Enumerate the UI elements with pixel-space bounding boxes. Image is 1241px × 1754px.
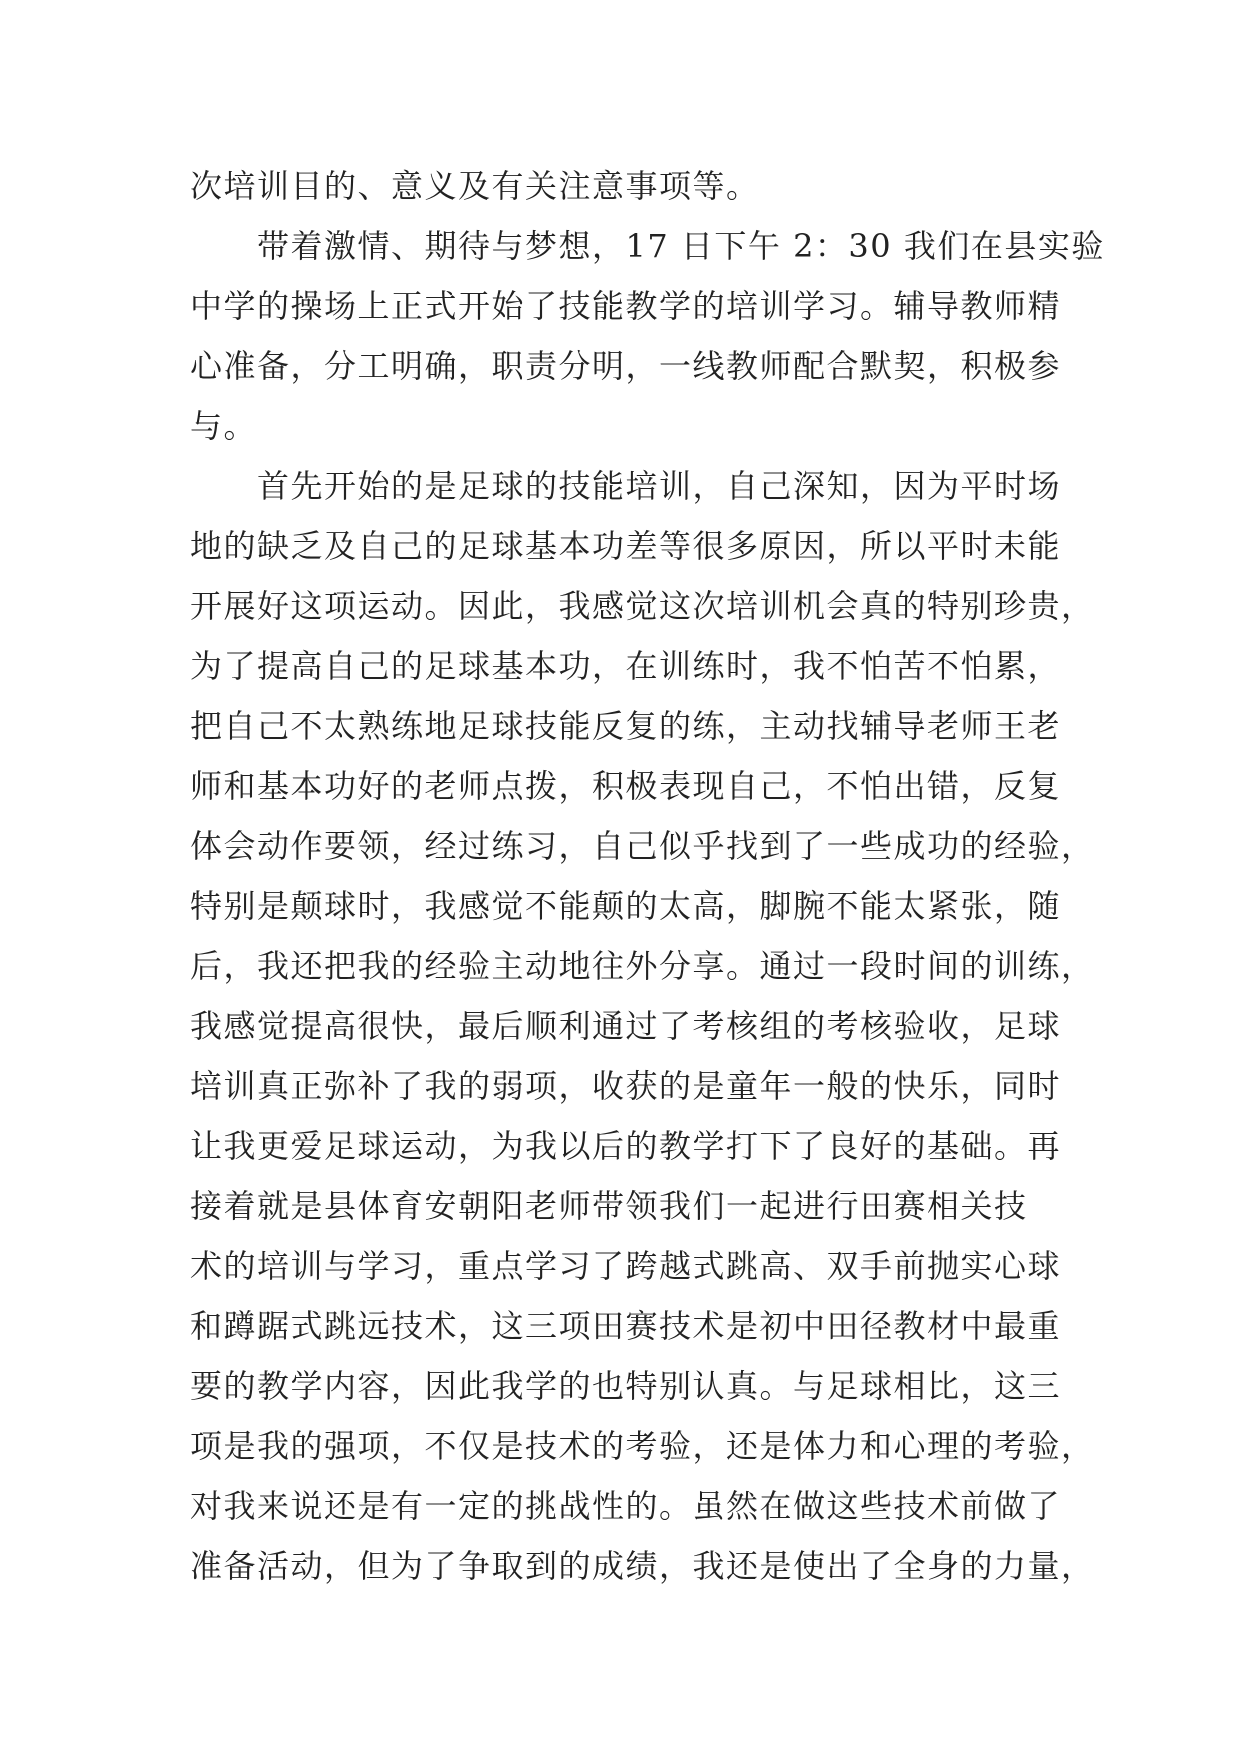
text-line-6: 首先开始的是足球的技能培训，自己深知，因为平时场 <box>190 467 1062 505</box>
text-line-1: 次培训目的、意义及有关注意事项等。 <box>190 167 760 205</box>
text-line-4: 心准备，分工明确，职责分明，一线教师配合默契，积极参 <box>190 347 1062 385</box>
text-line-19: 术的培训与学习，重点学习了跨越式跳高、双手前抛实心球 <box>190 1247 1062 1285</box>
text-line-9: 为了提高自己的足球基本功，在训练时，我不怕苦不怕累， <box>190 647 1062 685</box>
text-line-21: 要的教学内容，因此我学的也特别认真。与足球相比，这三 <box>190 1367 1062 1405</box>
text-line-16: 培训真正弥补了我的弱项，收获的是童年一般的快乐，同时 <box>190 1067 1062 1105</box>
text-line-15: 我感觉提高很快，最后顺利通过了考核组的考核验收，足球 <box>190 1007 1062 1045</box>
text-line-8: 开展好这项运动。因此，我感觉这次培训机会真的特别珍贵， <box>190 587 1095 625</box>
text-line-23: 对我来说还是有一定的挑战性的。虽然在做这些技术前做了 <box>190 1487 1062 1525</box>
text-line-11: 师和基本功好的老师点拨，积极表现自己，不怕出错，反复 <box>190 767 1062 805</box>
text-line-14: 后，我还把我的经验主动地往外分享。通过一段时间的训练， <box>190 947 1095 985</box>
body-text <box>190 156 1105 1596</box>
text-line-5: 与。 <box>190 407 258 445</box>
text-line-7: 地的缺乏及自己的足球基本功差等很多原因，所以平时未能 <box>190 527 1062 565</box>
text-line-20: 和蹲踞式跳远技术，这三项田赛技术是初中田径教材中最重 <box>190 1307 1062 1345</box>
text-line-3: 中学的操场上正式开始了技能教学的培训学习。辅导教师精 <box>190 287 1062 325</box>
text-line-22: 项是我的强项，不仅是技术的考验，还是体力和心理的考验， <box>190 1427 1095 1465</box>
text-line-10: 把自己不太熟练地足球技能反复的练，主动找辅导老师王老 <box>190 707 1062 745</box>
text-line-18: 接着就是县体育安朝阳老师带领我们一起进行田赛相关技 <box>190 1187 1028 1225</box>
text-line-17: 让我更爱足球运动，为我以后的教学打下了良好的基础。再 <box>190 1127 1062 1165</box>
text-line-2: 带着激情、期待与梦想，17 日下午 2：30 我们在县实验 <box>190 227 1105 265</box>
text-line-12: 体会动作要领，经过练习，自己似乎找到了一些成功的经验， <box>190 827 1095 865</box>
text-line-13: 特别是颠球时，我感觉不能颠的太高，脚腕不能太紧张，随 <box>190 887 1062 925</box>
text-line-24: 准备活动，但为了争取到的成绩，我还是使出了全身的力量， <box>190 1547 1095 1585</box>
